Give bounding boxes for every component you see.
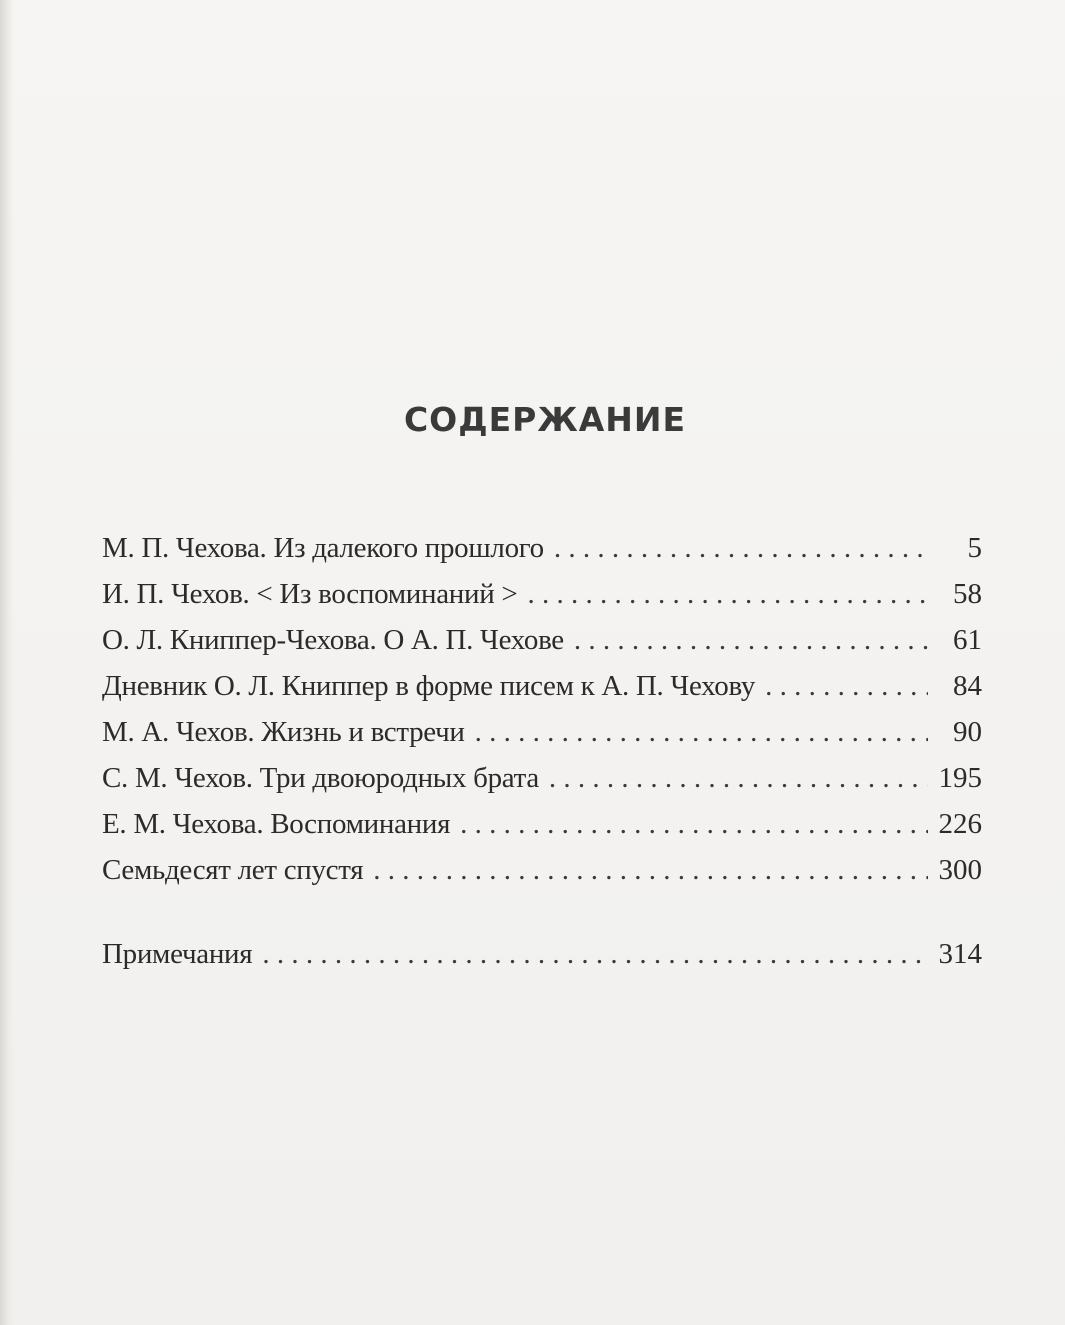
dot-leader — [475, 709, 928, 755]
toc-entry-title: С. М. Чехов. Три двоюродных брата — [102, 762, 539, 794]
toc-entry-page: 58 — [953, 578, 982, 610]
toc-entry-page: 226 — [938, 808, 982, 840]
table-of-contents — [102, 525, 982, 977]
toc-entry-title: М. П. Чехова. Из далекого прошлого — [102, 532, 544, 564]
toc-entry-title: Е. М. Чехова. Воспоминания — [102, 808, 451, 840]
toc-entry-title: И. П. Чехов. < Из воспоминаний > — [102, 578, 518, 610]
dot-leader — [574, 617, 928, 663]
toc-entry-title: М. А. Чехов. Жизнь и встречи — [102, 716, 465, 748]
dot-leader — [549, 755, 928, 801]
toc-entry-title: О. Л. Книппер-Чехова. О А. П. Чехове — [102, 624, 564, 656]
toc-entry — [102, 709, 982, 755]
toc-entry-title: Семьдесят лет спустя — [102, 854, 364, 886]
toc-entry — [102, 663, 982, 709]
toc-entry-title: Дневник О. Л. Книппер в форме писем к А. П. Чехову — [102, 670, 756, 702]
dot-leader — [527, 571, 928, 617]
page-edge-shadow — [0, 0, 14, 1325]
dot-leader — [373, 847, 928, 893]
dot-leader — [460, 801, 928, 847]
toc-entry — [102, 525, 982, 571]
toc-entry — [102, 847, 982, 893]
toc-entry-page: 314 — [938, 938, 982, 970]
toc-entry — [102, 755, 982, 801]
toc-entry-page: 84 — [953, 670, 982, 702]
toc-entry-page: 90 — [953, 716, 982, 748]
toc-entry-page: 300 — [938, 854, 982, 886]
contents-heading: СОДЕРЖАНИЕ — [403, 400, 687, 439]
toc-entry — [102, 931, 982, 977]
toc-entry-title: Примечания — [102, 938, 253, 970]
dot-leader — [554, 525, 928, 571]
toc-entry — [102, 801, 982, 847]
toc-entry — [102, 617, 982, 663]
toc-entry-page: 5 — [967, 532, 982, 564]
toc-entry — [102, 571, 982, 617]
dot-leader — [765, 663, 928, 709]
toc-entry-page: 61 — [953, 624, 982, 656]
toc-entry-page: 195 — [938, 762, 982, 794]
dot-leader — [262, 931, 928, 977]
